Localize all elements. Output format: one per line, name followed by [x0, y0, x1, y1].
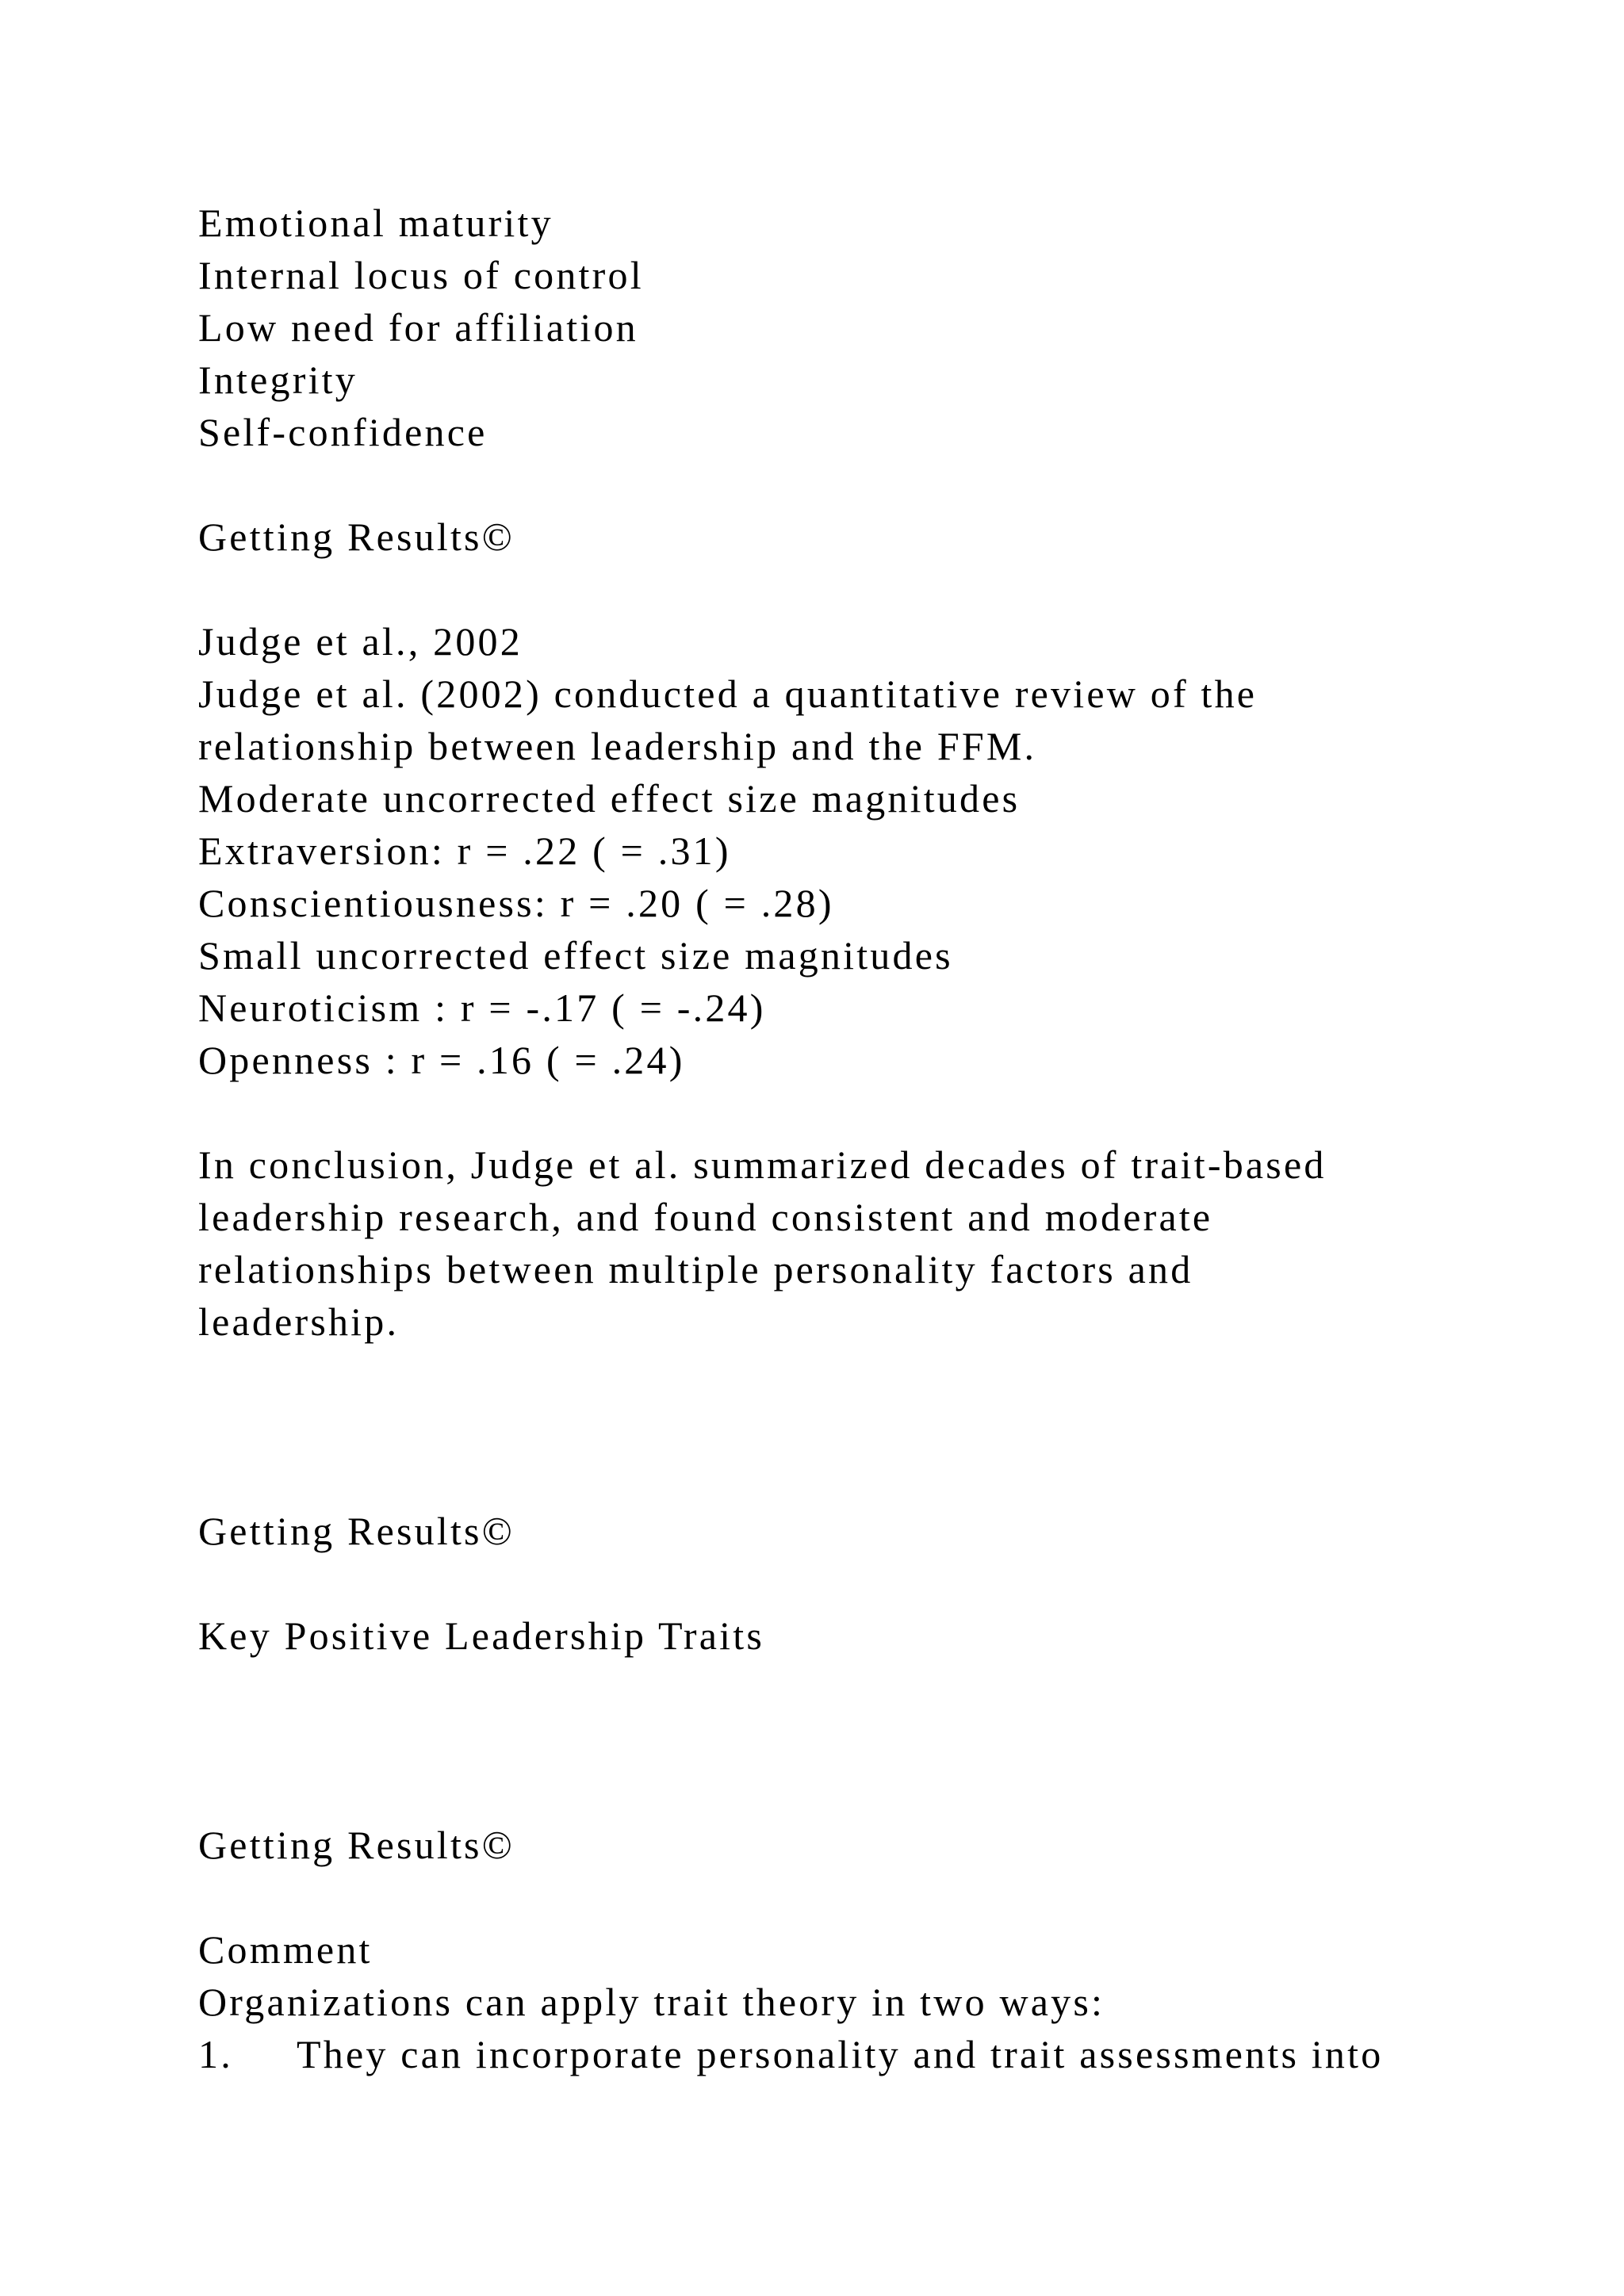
paragraph-line: Organizations can apply trait theory in two ways:: [198, 1980, 1105, 2024]
trait-line: Integrity: [198, 358, 358, 402]
section-heading: Judge et al., 2002: [198, 619, 523, 664]
stat-line: Conscientiousness: r = .20 ( = .28): [198, 881, 834, 925]
stat-line: Openness : r = .16 ( = .24): [198, 1038, 685, 1082]
paragraph-line: relationship between leadership and the FFM.: [198, 724, 1037, 768]
slide-footer: Getting Results©: [198, 1509, 515, 1553]
trait-line: Internal locus of control: [198, 253, 644, 297]
trait-line: Low need for affiliation: [198, 305, 638, 350]
trait-line: Self-confidence: [198, 410, 488, 454]
paragraph-line: leadership research, and found consistent and moderate: [198, 1195, 1213, 1239]
paragraph-line: In conclusion, Judge et al. summarized decades of trait-based: [198, 1142, 1327, 1187]
section-heading: Key Positive Leadership Traits: [198, 1613, 765, 1658]
numbered-item: [198, 2028, 1383, 2080]
subheading: Small uncorrected effect size magnitudes: [198, 933, 953, 978]
slide-footer: Getting Results©: [198, 515, 515, 559]
stat-line: Extraversion: r = .22 ( = .31): [198, 828, 731, 873]
list-item-text: They can incorporate personality and trait assessments into: [297, 2032, 1384, 2076]
trait-line: Emotional maturity: [198, 201, 553, 245]
list-number: 1.: [198, 2032, 233, 2076]
section-heading: Comment: [198, 1927, 373, 1972]
paragraph-line: leadership.: [198, 1299, 400, 1344]
subheading: Moderate uncorrected effect size magnitudes: [198, 776, 1021, 821]
slide-footer: Getting Results©: [198, 1823, 515, 1867]
paragraph-line: Judge et al. (2002) conducted a quantitative review of the: [198, 672, 1258, 716]
paragraph-line: relationships between multiple personality factors and: [198, 1247, 1193, 1292]
stat-line: Neuroticism : r = -.17 ( = -.24): [198, 985, 766, 1030]
